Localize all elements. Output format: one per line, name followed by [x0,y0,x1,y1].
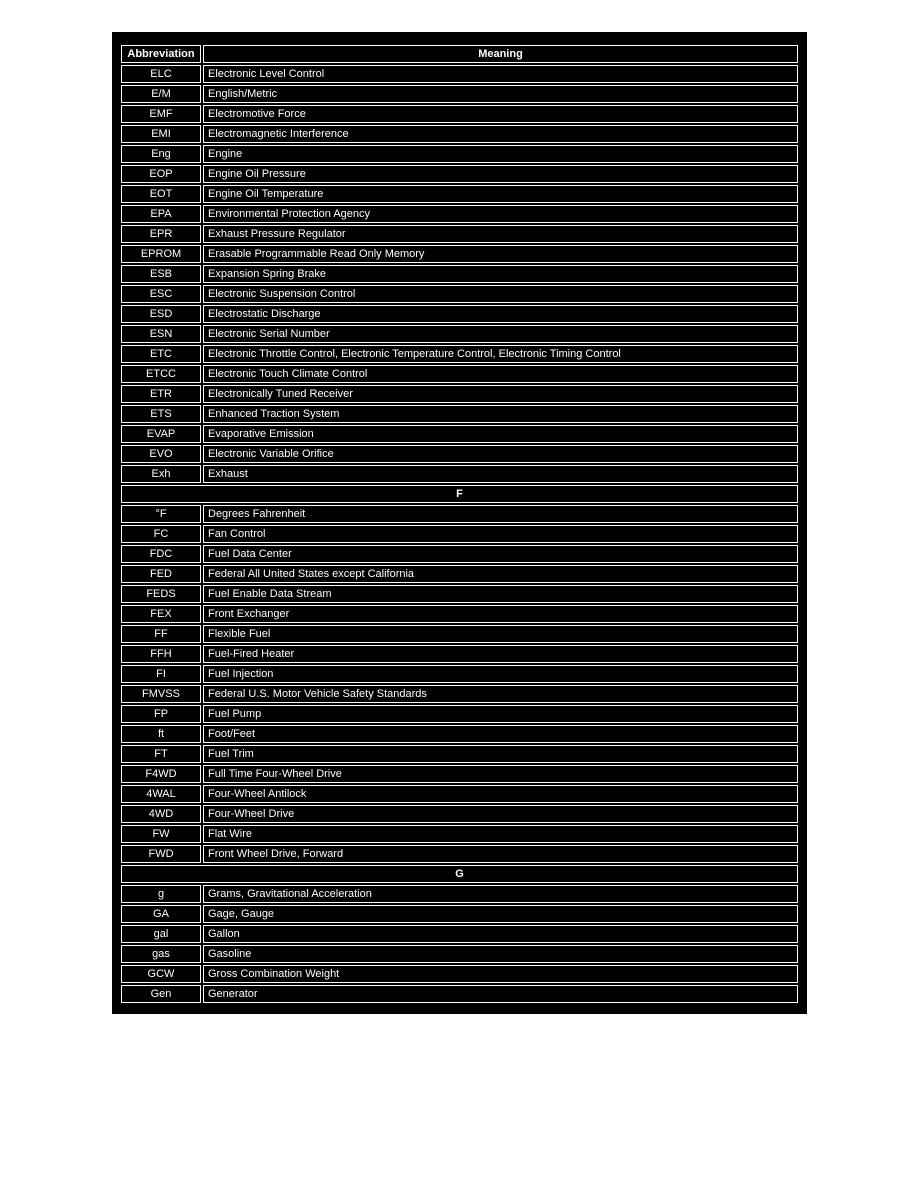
table-row [121,685,798,703]
table-row [121,365,798,383]
meaning-cell: Gross Combination Weight [203,965,798,983]
section-header-row [121,485,798,503]
table-row [121,445,798,463]
table-row [121,525,798,543]
abbreviation-cell: EMI [121,125,201,143]
meaning-cell: Four-Wheel Drive [203,805,798,823]
abbreviation-cell: FWD [121,845,201,863]
meaning-cell: Engine [203,145,798,163]
abbreviation-cell: FW [121,825,201,843]
meaning-cell: Erasable Programmable Read Only Memory [203,245,798,263]
meaning-cell: Environmental Protection Agency [203,205,798,223]
section-letter-label: G [121,865,798,883]
abbreviation-cell: gal [121,925,201,943]
meaning-column-header: Meaning [203,45,798,63]
abbreviation-cell: Gen [121,985,201,1003]
table-row [121,545,798,563]
meaning-cell: Front Exchanger [203,605,798,623]
table-row [121,185,798,203]
table-row [121,905,798,923]
abbreviation-cell: g [121,885,201,903]
meaning-cell: Electronically Tuned Receiver [203,385,798,403]
meaning-cell: Enhanced Traction System [203,405,798,423]
table-row [121,585,798,603]
table-row [121,145,798,163]
meaning-cell: Electromagnetic Interference [203,125,798,143]
meaning-cell: Electronic Level Control [203,65,798,83]
table-row [121,725,798,743]
abbreviation-cell: ETC [121,345,201,363]
abbreviation-cell: 4WD [121,805,201,823]
meaning-cell: Flat Wire [203,825,798,843]
abbreviation-cell: EVAP [121,425,201,443]
table-row [121,945,798,963]
meaning-cell: Engine Oil Pressure [203,165,798,183]
abbreviation-cell: ETS [121,405,201,423]
abbreviation-cell: ESN [121,325,201,343]
table-row [121,125,798,143]
table-row [121,85,798,103]
abbreviation-cell: ESD [121,305,201,323]
abbreviation-cell: ESC [121,285,201,303]
table-row [121,705,798,723]
meaning-cell: Engine Oil Temperature [203,185,798,203]
table-row [121,785,798,803]
table-row [121,345,798,363]
abbreviation-cell: FEDS [121,585,201,603]
meaning-cell: Expansion Spring Brake [203,265,798,283]
abbreviation-cell: ETR [121,385,201,403]
table-row [121,385,798,403]
section-letter-label: F [121,485,798,503]
meaning-cell: Fuel-Fired Heater [203,645,798,663]
abbreviation-table [119,43,800,1005]
meaning-cell: Grams, Gravitational Acceleration [203,885,798,903]
abbreviation-cell: gas [121,945,201,963]
meaning-cell: Electromotive Force [203,105,798,123]
abbreviation-cell: FED [121,565,201,583]
abbreviation-cell: FFH [121,645,201,663]
meaning-cell: Fuel Pump [203,705,798,723]
table-row [121,625,798,643]
abbreviation-cell: FC [121,525,201,543]
meaning-cell: Foot/Feet [203,725,798,743]
table-row [121,825,798,843]
abbreviation-cell: E/M [121,85,201,103]
meaning-cell: Fuel Trim [203,745,798,763]
table-row [121,925,798,943]
table-row [121,645,798,663]
table-row [121,65,798,83]
table-header-row [121,45,798,63]
meaning-cell: Gallon [203,925,798,943]
abbreviation-cell: EOT [121,185,201,203]
abbreviation-cell: EPROM [121,245,201,263]
abbreviation-cell: GA [121,905,201,923]
abbreviation-cell: ETCC [121,365,201,383]
abbreviation-cell: FF [121,625,201,643]
table-row [121,565,798,583]
meaning-cell: English/Metric [203,85,798,103]
meaning-cell: Gasoline [203,945,798,963]
meaning-cell: Exhaust Pressure Regulator [203,225,798,243]
meaning-cell: Federal All United States except California [203,565,798,583]
table-row [121,305,798,323]
meaning-cell: Exhaust [203,465,798,483]
meaning-cell: Fan Control [203,525,798,543]
abbreviation-cell: Eng [121,145,201,163]
table-row [121,885,798,903]
meaning-cell: Fuel Enable Data Stream [203,585,798,603]
table-row [121,285,798,303]
abbreviation-cell: ft [121,725,201,743]
table-row [121,225,798,243]
abbreviation-cell: EPR [121,225,201,243]
section-header-row [121,865,798,883]
meaning-cell: Degrees Fahrenheit [203,505,798,523]
abbreviation-cell: FP [121,705,201,723]
table-row [121,405,798,423]
meaning-cell: Evaporative Emission [203,425,798,443]
meaning-cell: Electronic Touch Climate Control [203,365,798,383]
meaning-cell: Flexible Fuel [203,625,798,643]
abbreviation-table-container [112,32,807,1014]
table-row [121,505,798,523]
abbreviation-cell: EPA [121,205,201,223]
table-row [121,465,798,483]
table-row [121,425,798,443]
abbreviation-cell: FI [121,665,201,683]
abbreviation-cell: FEX [121,605,201,623]
meaning-cell: Electronic Variable Orifice [203,445,798,463]
table-row [121,205,798,223]
table-row [121,765,798,783]
meaning-cell: Electronic Suspension Control [203,285,798,303]
table-row [121,105,798,123]
abbreviation-cell: EMF [121,105,201,123]
abbreviation-cell: Exh [121,465,201,483]
meaning-cell: Generator [203,985,798,1003]
meaning-cell: Full Time Four-Wheel Drive [203,765,798,783]
table-row [121,845,798,863]
table-row [121,965,798,983]
abbreviation-cell: FMVSS [121,685,201,703]
abbreviation-cell: GCW [121,965,201,983]
meaning-cell: Gage, Gauge [203,905,798,923]
meaning-cell: Front Wheel Drive, Forward [203,845,798,863]
abbreviation-cell: ESB [121,265,201,283]
meaning-cell: Fuel Injection [203,665,798,683]
table-row [121,605,798,623]
table-row [121,985,798,1003]
table-row [121,325,798,343]
table-row [121,245,798,263]
abbreviation-cell: FDC [121,545,201,563]
meaning-cell: Electronic Throttle Control, Electronic Temperature Control, Electronic Timing Control [203,345,798,363]
meaning-cell: Electronic Serial Number [203,325,798,343]
abbreviation-cell: EVO [121,445,201,463]
abbreviation-column-header: Abbreviation [121,45,201,63]
meaning-cell: Four-Wheel Antilock [203,785,798,803]
meaning-cell: Electrostatic Discharge [203,305,798,323]
table-row [121,165,798,183]
table-row [121,265,798,283]
abbreviation-cell: F4WD [121,765,201,783]
abbreviation-cell: FT [121,745,201,763]
table-row [121,805,798,823]
meaning-cell: Federal U.S. Motor Vehicle Safety Standards [203,685,798,703]
table-row [121,745,798,763]
abbreviation-cell: 4WAL [121,785,201,803]
abbreviation-cell: ELC [121,65,201,83]
meaning-cell: Fuel Data Center [203,545,798,563]
abbreviation-cell: EOP [121,165,201,183]
table-row [121,665,798,683]
abbreviation-cell: °F [121,505,201,523]
